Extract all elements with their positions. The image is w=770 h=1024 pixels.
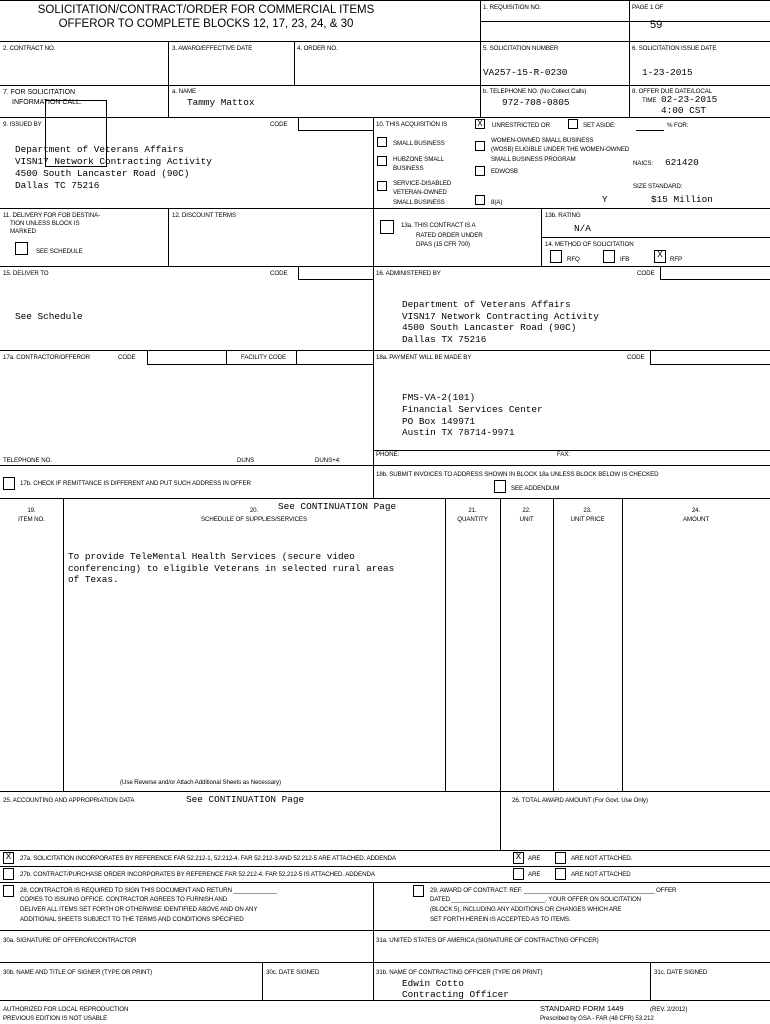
see-addendum-checkbox[interactable]	[494, 480, 506, 493]
payment-line: PO Box 149971	[402, 416, 476, 427]
award-date-label: 3. AWARD/EFFECTIVE DATE	[172, 45, 253, 52]
accounting-label: 25. ACCOUNTING AND APPROPRIATION DATA	[3, 797, 135, 804]
size-standard-value[interactable]: $15 Million	[651, 194, 713, 205]
requisition-no-label: 1. REQUISITION NO.	[483, 4, 542, 11]
27b-are-checkbox[interactable]	[513, 868, 524, 880]
issue-date-label: 6. SOLICITATION ISSUE DATE	[632, 45, 717, 52]
payment-line: Financial Services Center	[402, 404, 543, 415]
schedule-header: SCHEDULE OF SUPPLIES/SERVICES	[201, 516, 307, 523]
acquisition-label: 10. THIS ACQUISITION IS	[376, 121, 448, 128]
method-label: 14. METHOD OF SOLICITATION	[545, 241, 634, 248]
date-signed-30c-label: 30c. DATE SIGNED	[266, 969, 320, 976]
phone-label: b. TELEPHONE NO. (No Collect Calls)	[483, 88, 587, 95]
naics-label: NAICS:	[633, 160, 654, 167]
27b-not-attached-checkbox[interactable]	[555, 868, 566, 880]
27b-text: 27b. CONTRACT/PURCHASE ORDER INCORPORATES BY REFERENCE FAR 52.212-4. FAR 52.212-5 IS ATTACHED. ADDENDA	[20, 871, 375, 878]
rated-order-checkbox[interactable]	[380, 220, 394, 234]
co-title[interactable]: Contracting Officer	[402, 989, 509, 1000]
discount-terms-label: 12. DISCOUNT TERMS	[172, 212, 236, 219]
deliver-to-value: See Schedule	[15, 311, 83, 322]
edwosb-label: EDWOSB	[491, 168, 518, 175]
issued-by-line: Dallas TC 75216	[15, 180, 100, 191]
due-date[interactable]: 02-23-2015	[661, 94, 718, 105]
remittance-checkbox[interactable]	[3, 477, 15, 490]
rating-label: 13b. RATING	[545, 212, 581, 219]
name-label: a. NAME	[172, 88, 197, 95]
small-business-checkbox[interactable]	[377, 137, 387, 147]
phone-label: PHONE:	[376, 451, 400, 458]
submit-invoices-label: 18b. SUBMIT INVOICES TO ADDRESS SHOWN IN BLOCK 18a UNLESS BLOCK BELOW IS CHECKED	[376, 471, 659, 478]
issued-by-line: 4500 South Lancaster Road (90C)	[15, 168, 190, 179]
page-total: 59	[650, 19, 663, 31]
issued-by-code-label: CODE	[270, 121, 288, 128]
item-description: To provide TeleMental Health Services (secure video conferencing) to eligible Veterans in selected rural areas of Texas.	[68, 551, 395, 585]
issued-by-label: 9. ISSUED BY	[3, 121, 42, 128]
set-aside-checkbox[interactable]	[568, 119, 578, 129]
28-text: 28. CONTRACTOR IS REQUIRED TO SIGN THIS DOCUMENT AND RETURN _____________	[20, 887, 277, 894]
contact-phone[interactable]: 972-708-0805	[502, 97, 570, 108]
item-no-header: ITEM NO.	[18, 516, 45, 523]
issued-by-line: VISN17 Network Contracting Activity	[15, 156, 212, 167]
rfq-label: RFQ	[567, 256, 580, 263]
us-signature-label: 31a. UNITED STATES OF AMERICA (SIGNATURE OF CONTRACTING OFFICER)	[376, 937, 599, 944]
solicitation-number[interactable]: VA257-15-R-0230	[483, 67, 568, 78]
administered-by-code-label: CODE	[637, 270, 655, 277]
accounting-value: See CONTINUATION Page	[186, 794, 305, 805]
fax-label: FAX:	[557, 451, 571, 458]
deliver-to-code-label: CODE	[270, 270, 288, 277]
facility-code-label: FACILITY CODE	[241, 354, 287, 361]
rating-value[interactable]: N/A	[574, 223, 591, 234]
payment-line: Austin TX 78714-9971	[402, 427, 515, 438]
delivery-label: 11. DELIVERY FOR FOB DESTINA-	[3, 212, 101, 219]
see-schedule-label: SEE SCHEDULE	[36, 248, 83, 255]
amount-header: AMOUNT	[682, 516, 710, 523]
27a-are-label: ARE	[528, 855, 541, 862]
payment-line: FMS-VA-2(101)	[402, 392, 476, 403]
unrestricted-label: UNRESTRICTED OR	[492, 122, 550, 129]
reverse-note: (Use Reverse and/or Attach Additional Sheets as Necessary)	[120, 779, 282, 786]
rfp-checkbox[interactable]: X	[654, 250, 666, 263]
hubzone-label: HUBZONE SMALL	[393, 156, 444, 163]
27a-not-attached-label: ARE NOT ATTACHED.	[571, 855, 633, 862]
size-standard-label: SIZE STANDARD:	[633, 183, 683, 190]
order-no-label: 4. ORDER NO.	[297, 45, 338, 52]
27a-text: 27a. SOLICITATION INCORPORATES BY REFERENCE FAR 52.212-1, 52.212-4. FAR 52.212-3 AND 52.212-5 ARE ATTACHED. ADDENDA	[20, 855, 397, 862]
schedule-continuation-note: See CONTINUATION Page	[278, 501, 397, 512]
issue-date[interactable]: 1-23-2015	[642, 67, 693, 78]
wosb-checkbox[interactable]	[475, 141, 485, 151]
admin-line: Dallas TX 75216	[402, 334, 487, 345]
y-mark: Y	[602, 194, 608, 205]
unit-price-header: UNIT PRICE	[570, 516, 605, 523]
footer-form: STANDARD FORM 1449	[540, 1004, 624, 1013]
27b-not-attached-label: ARE NOT ATTACHED	[571, 871, 631, 878]
page-label: PAGE 1 OF	[632, 4, 664, 11]
contractor-code-label: CODE	[118, 354, 136, 361]
telephone-label: TELEPHONE NO.	[3, 457, 52, 464]
rated-order-label: 13a. THIS CONTRACT IS A	[401, 222, 476, 229]
deliver-to-label: 15. DELIVER TO	[3, 270, 49, 277]
top-border	[0, 0, 770, 1]
admin-line: VISN17 Network Contracting Activity	[402, 311, 599, 322]
eight-a-checkbox[interactable]	[475, 195, 485, 205]
ifb-label: IFB	[620, 256, 630, 263]
ifb-checkbox[interactable]	[603, 250, 615, 263]
eight-a-label: 8(A)	[491, 199, 503, 206]
remittance-label: 17b. CHECK IF REMITTANCE IS DIFFERENT AND PUT SUCH ADDRESS IN OFFER	[20, 480, 251, 487]
date-signed-31c-label: 31c. DATE SIGNED	[654, 969, 708, 976]
unrestricted-checkbox[interactable]: X	[475, 119, 485, 129]
rfp-label: RFP	[670, 256, 683, 263]
see-schedule-checkbox[interactable]	[15, 242, 28, 255]
29-text: 29. AWARD OF CONTRACT: REF. _______________________________________ OFFER	[430, 887, 677, 894]
administered-by-label: 16. ADMINISTERED BY	[376, 270, 441, 277]
27b-are-label: ARE	[528, 871, 541, 878]
29-checkbox[interactable]	[413, 885, 424, 897]
payment-code-label: CODE	[627, 354, 645, 361]
wosb-label: WOMEN-OWNED SMALL BUSINESS	[491, 137, 594, 144]
sdvosb-checkbox[interactable]	[377, 181, 387, 191]
see-addendum-label: SEE ADDENDUM	[511, 485, 560, 492]
admin-line: 4500 South Lancaster Road (90C)	[402, 322, 577, 333]
27a-checkbox[interactable]: X	[3, 852, 14, 864]
27a-are-checkbox[interactable]: X	[513, 852, 524, 864]
naics-value[interactable]: 621420	[665, 157, 699, 168]
for-info-label: 7. FOR SOLICITATION	[3, 89, 76, 96]
footer-prescribed: Prescribed by GSA - FAR (48 CFR) 53.212	[540, 1015, 654, 1022]
form-title-line2: OFFEROR TO COMPLETE BLOCKS 12, 17, 23, 24, & 30	[58, 18, 354, 30]
27a-not-attached-checkbox[interactable]	[555, 852, 566, 864]
co-name[interactable]: Edwin Cotto	[402, 978, 464, 989]
contract-no-label: 2. CONTRACT NO.	[3, 45, 56, 52]
co-name-label: 31b. NAME OF CONTRACTING OFFICER (TYPE OR PRINT)	[376, 969, 543, 976]
unit-header: UNIT	[519, 516, 534, 523]
form-title-line1: SOLICITATION/CONTRACT/ORDER FOR COMMERCIAL ITEMS	[37, 4, 375, 16]
issued-by-line: Department of Veterans Affairs	[15, 144, 184, 155]
admin-line: Department of Veterans Affairs	[402, 299, 571, 310]
quantity-header: QUANTITY	[457, 516, 488, 523]
hubzone-checkbox[interactable]	[377, 156, 387, 166]
contractor-label: 17a. CONTRACTOR/OFFEROR	[3, 354, 90, 361]
footer-prev: PREVIOUS EDITION IS NOT USABLE	[3, 1015, 108, 1022]
rfq-checkbox[interactable]	[550, 250, 562, 263]
due-time[interactable]: 4:00 CST	[661, 105, 707, 116]
sdvosb-label: SERVICE-DISABLED	[393, 180, 452, 187]
27b-checkbox[interactable]	[3, 868, 14, 880]
edwosb-checkbox[interactable]	[475, 166, 485, 176]
footer-auth: AUTHORIZED FOR LOCAL REPRODUCTION	[3, 1006, 129, 1013]
pct-for-label: % FOR:	[667, 122, 689, 129]
footer-rev: (REV. 2/2012)	[650, 1006, 688, 1013]
total-award-label: 26. TOTAL AWARD AMOUNT (For Govt. Use Only)	[512, 797, 648, 804]
duns4-label: DUNS+4:	[315, 457, 341, 464]
small-business-label: SMALL BUSINESS	[393, 140, 445, 147]
28-checkbox[interactable]	[3, 885, 14, 897]
offeror-signature-label: 30a. SIGNATURE OF OFFEROR/CONTRACTOR	[3, 937, 137, 944]
payment-label: 18a. PAYMENT WILL BE MADE BY	[376, 354, 472, 361]
contact-name[interactable]: Tammy Mattox	[187, 97, 255, 108]
due-label: 8. OFFER DUE DATE/LOCAL	[632, 88, 713, 95]
set-aside-label: SET ASIDE:	[583, 122, 616, 129]
duns-label: DUNS	[237, 457, 255, 464]
signer-name-label: 30b. NAME AND TITLE OF SIGNER (TYPE OR PRINT)	[3, 969, 153, 976]
solicitation-number-label: 5. SOLICITATION NUMBER	[483, 45, 559, 52]
